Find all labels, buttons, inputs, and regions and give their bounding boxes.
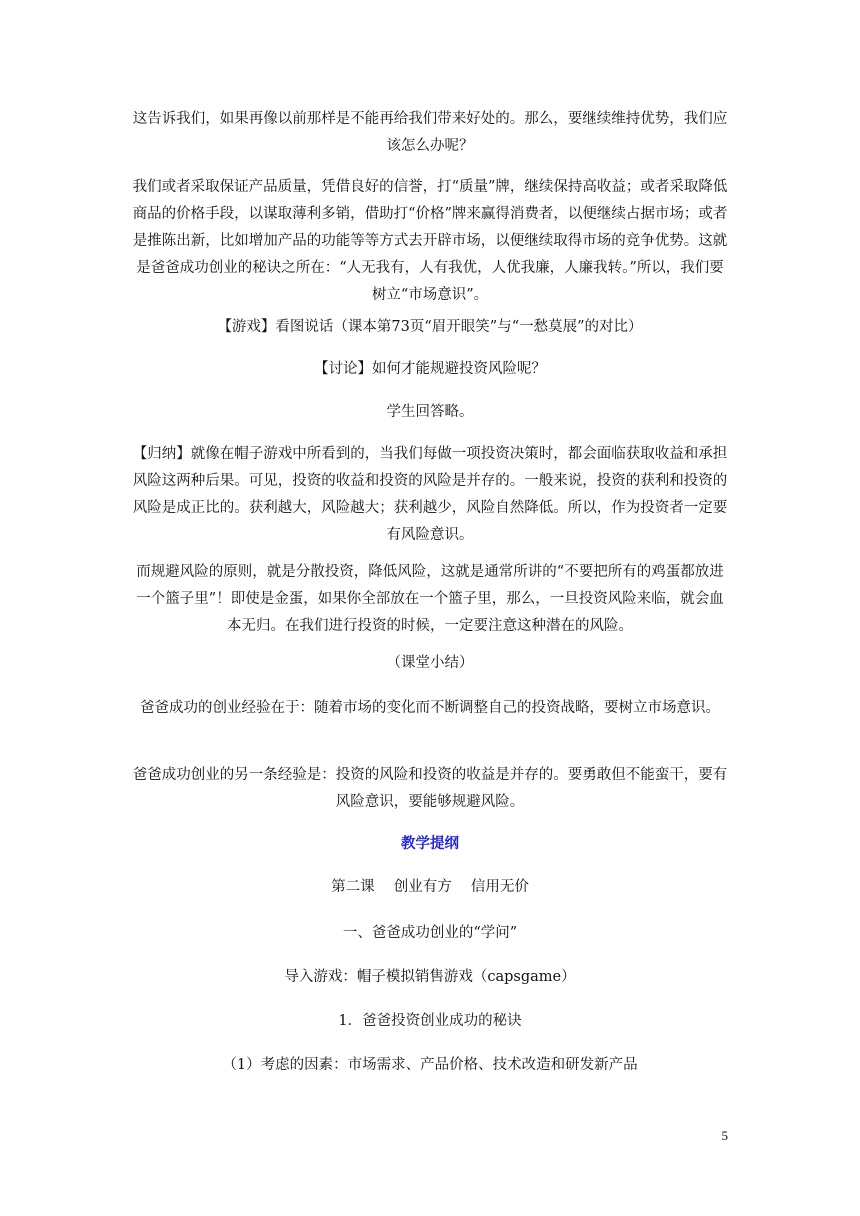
- outline-item-1-1: （1）考虑的因素：市场需求、产品价格、技术改造和研发新产品: [222, 1057, 638, 1073]
- paragraph-1: 这告诉我们，如果再像以前那样是不能再给我们带来好处的。那么，要继续维持优势，我们应该怎么办呢？: [132, 111, 728, 154]
- page-number: 5: [721, 1128, 728, 1143]
- paragraph-student-answer: 学生回答略。: [386, 404, 474, 420]
- outline-intro-game: 导入游戏：帽子模拟销售游戏（capsgame）: [284, 969, 576, 985]
- outline-lesson-title: 第二课 创业有方 信用无价: [331, 879, 529, 895]
- paragraph-discussion: 【讨论】如何才能规避投资风险呢？: [314, 361, 546, 377]
- paragraph-summary: 【归纳】就像在帽子游戏中所看到的，当我们每做一项投资决策时，都会面临获取收益和承担风险这两种后果。可见，投资的收益和投资的风险是并存的。一般来说，投资的获利和投资的风险是成正比的。获利越大，风险越大；获利越少，风险自然降低。所以，作为投资者一定要有风险意识。: [132, 446, 728, 543]
- outline-item-1: 1．爸爸投资创业成功的秘诀: [338, 1013, 522, 1029]
- paragraph-class-summary-label: （课堂小结）: [386, 655, 474, 671]
- outline-section-1: 一、爸爸成功创业的“学问”: [342, 925, 518, 941]
- paragraph-2: 我们或者采取保证产品质量，凭借良好的信誉，打“质量”牌，继续保持高收益；或者采取降低商品的价格手段，以谋取薄利多销，借助打“价格”牌来赢得消费者，以便继续占据市场；或者是推陈出新，比如增加产品的功能等等方式去开辟市场，以便继续取得市场的竞争优势。这就是爸爸成功创业的秘诀之所在：“人无我有，人有我优，人优我廉，人廉我转。”所以，我们要树立“市场意识”。: [132, 179, 728, 303]
- outline-heading: 教学提纲: [401, 835, 459, 852]
- paragraph-risk-principle: 而规避风险的原则，就是分散投资，降低风险，这就是通常所讲的“不要把所有的鸡蛋都放进一个篮子里”！即使是金蛋，如果你全部放在一个篮子里，那么，一旦投资风险来临，就会血本无归。在我们进行投资的时候，一定要注意这种潜在的风险。: [136, 564, 724, 634]
- paragraph-experience-1: 爸爸成功的创业经验在于：随着市场的变化而不断调整自己的投资战略，要树立市场意识。: [140, 700, 720, 716]
- paragraph-game: 【游戏】看图说话（课本第73页“眉开眼笑”与“一愁莫展”的对比）: [217, 319, 643, 335]
- paragraph-experience-2: 爸爸成功创业的另一条经验是：投资的风险和投资的收益是并存的。要勇敢但不能蛮干，要有风险意识，要能够规避风险。: [132, 767, 728, 810]
